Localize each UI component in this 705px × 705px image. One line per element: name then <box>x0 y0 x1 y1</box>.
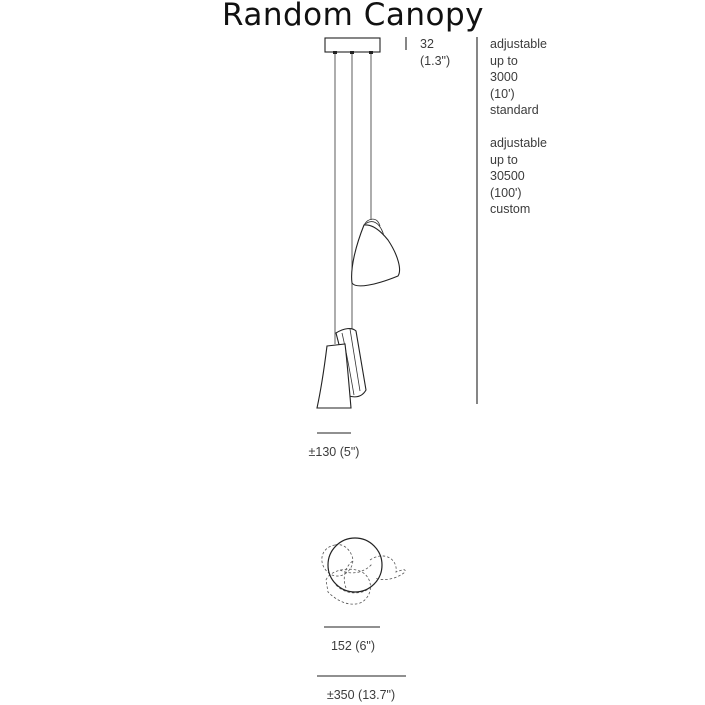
svg-text:(10'): (10') <box>490 87 515 101</box>
plan-view <box>322 538 405 604</box>
svg-text:(100'): (100') <box>490 186 522 200</box>
canopy-height-mm: 32 <box>420 37 434 51</box>
canopy-diameter-label: 152 (6") <box>330 639 376 653</box>
canopy-side-view <box>325 38 380 54</box>
upper-pendant-shade <box>352 219 400 286</box>
svg-text:adjustable: adjustable <box>490 136 547 150</box>
standard-length-note <box>490 37 547 117</box>
canopy-height-in: (1.3") <box>420 54 451 68</box>
svg-text:3000: 3000 <box>490 70 518 84</box>
custom-length-note <box>490 136 547 216</box>
svg-text:up to: up to <box>490 54 518 68</box>
svg-text:30500: 30500 <box>490 169 525 183</box>
product-title: Random Canopy <box>222 0 484 33</box>
svg-text:custom: custom <box>490 202 531 216</box>
spread-diameter-label: ±350 (13.7") <box>326 688 396 702</box>
svg-text:up to: up to <box>490 153 518 167</box>
shade-width-label: ±130 (5") <box>308 445 360 459</box>
suspension-cables <box>335 54 371 344</box>
svg-text:adjustable: adjustable <box>490 37 547 51</box>
svg-text:standard: standard <box>490 103 539 117</box>
lower-cone-shade <box>317 344 351 408</box>
